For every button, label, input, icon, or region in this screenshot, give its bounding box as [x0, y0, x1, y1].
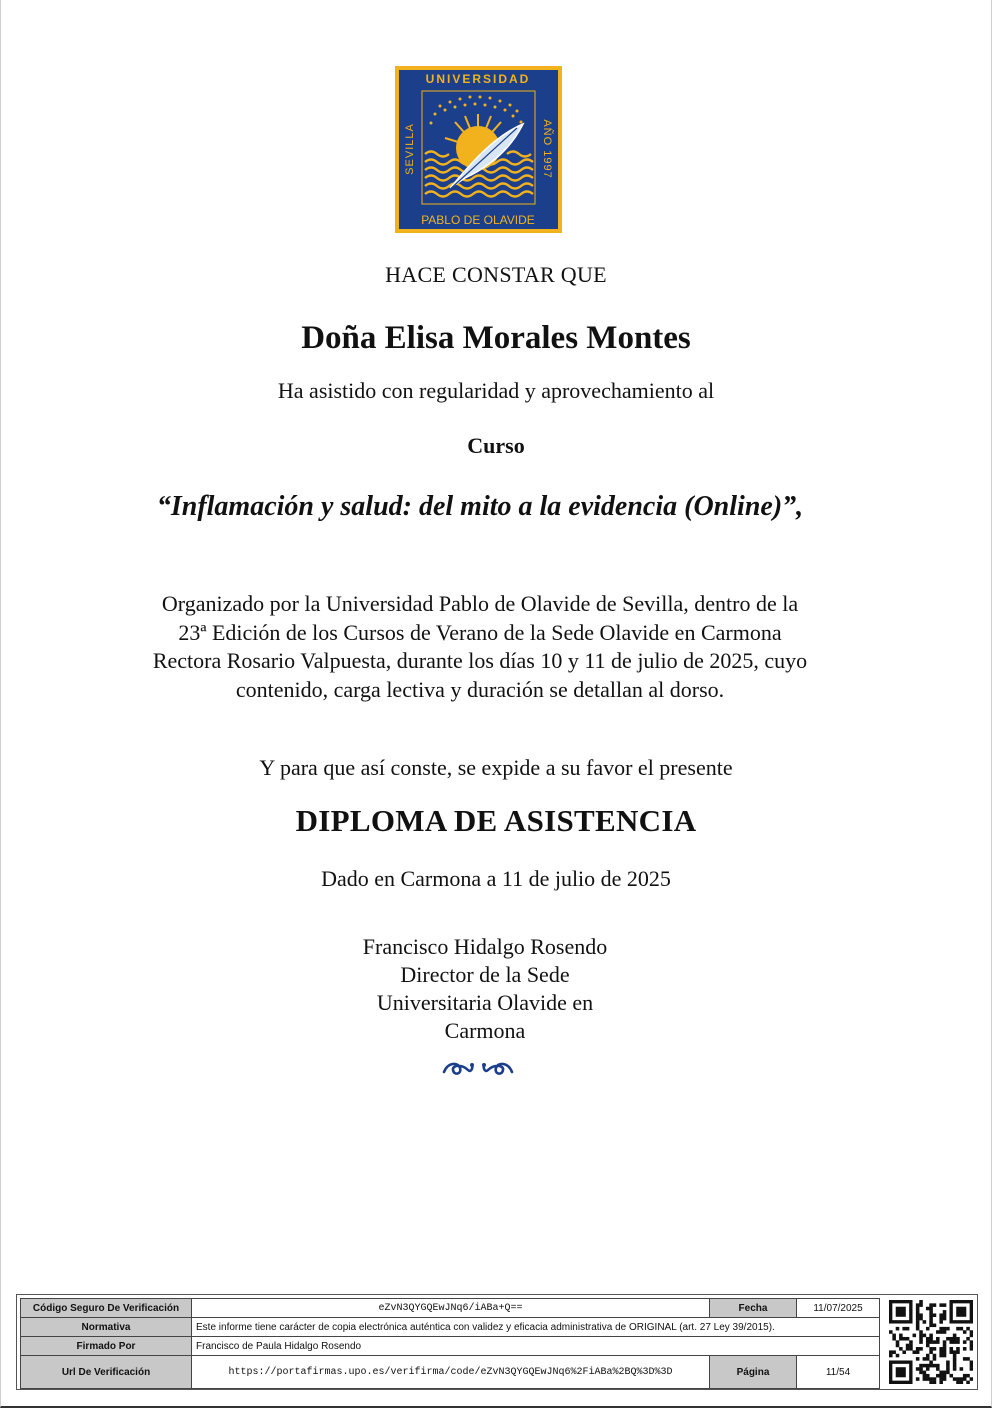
svg-text:AÑO 1997: AÑO 1997 [541, 119, 553, 179]
pagina-label: Página [710, 1356, 797, 1389]
university-logo [395, 66, 562, 233]
course-type: Curso [467, 433, 525, 458]
signer-role-line-1: Director de la Sede [400, 962, 570, 987]
verification-box [16, 1294, 978, 1390]
signer-name: Francisco Hidalgo Rosendo [362, 934, 608, 959]
svg-text:PABLO DE OLAVIDE: PABLO DE OLAVIDE [421, 213, 535, 227]
recipient-name: Doña Elisa Morales Montes [301, 320, 691, 356]
url-label: Url De Verificación [21, 1356, 192, 1389]
firmado-label: Firmado Por [21, 1337, 192, 1356]
svg-text:UNIVERSIDAD: UNIVERSIDAD [425, 72, 531, 86]
diploma-title: DIPLOMA DE ASISTENCIA [295, 803, 697, 838]
csv-label: Código Seguro De Verificación [21, 1299, 192, 1318]
table-row [21, 1299, 880, 1318]
ornament-icon [440, 1056, 516, 1080]
course-description: Organizado por la Universidad Pablo de Olavide de Sevilla, dentro de la 23ª Edición de los Cursos de Verano de la Sede Olavide en Carmona Rectora Rosario Valpuesta, durante los días 10 y 11 de julio de 2025, cuyo contenido, carga lectiva y duración se detallan al dorso. [152, 591, 808, 702]
qr-code-icon [889, 1300, 973, 1384]
issuance-text: Y para que así conste, se expide a su favor el presente [259, 755, 733, 780]
table-row [21, 1318, 880, 1337]
pagina-value: 11/54 [797, 1356, 880, 1389]
firmado-value: Francisco de Paula Hidalgo Rosendo [192, 1337, 880, 1356]
course-title: “Inflamación y salud: del mito a la evidencia (Online)”, [156, 491, 804, 522]
csv-value: eZvN3QYGQEwJNq6/iABa+Q== [192, 1299, 710, 1318]
signer-role-line-3: Carmona [444, 1018, 526, 1043]
signer-role-line-2: Universitaria Olavide en [376, 990, 594, 1015]
fecha-label: Fecha [710, 1299, 797, 1318]
table-row [21, 1356, 880, 1389]
normativa-label: Normativa [21, 1318, 192, 1337]
attended-text: Ha asistido con regularidad y aprovechamiento al [277, 378, 715, 403]
verification-table [20, 1298, 880, 1389]
verification-url[interactable]: https://portafirmas.upo.es/verifirma/code/eZvN3QYGQEwJNq6%2FiABa%2BQ%3D%3D [192, 1356, 710, 1389]
issue-date: Dado en Carmona a 11 de julio de 2025 [321, 866, 671, 891]
table-row [21, 1337, 880, 1356]
svg-text:SEVILLA: SEVILLA [404, 123, 416, 175]
signer-block [335, 933, 635, 1045]
normativa-value: Este informe tiene carácter de copia electrónica auténtica con validez y eficacia administrativa de ORIGINAL (art. 27 Ley 39/2015). [192, 1318, 880, 1337]
lead-text: HACE CONSTAR QUE [385, 262, 607, 287]
fecha-value: 11/07/2025 [797, 1299, 880, 1318]
